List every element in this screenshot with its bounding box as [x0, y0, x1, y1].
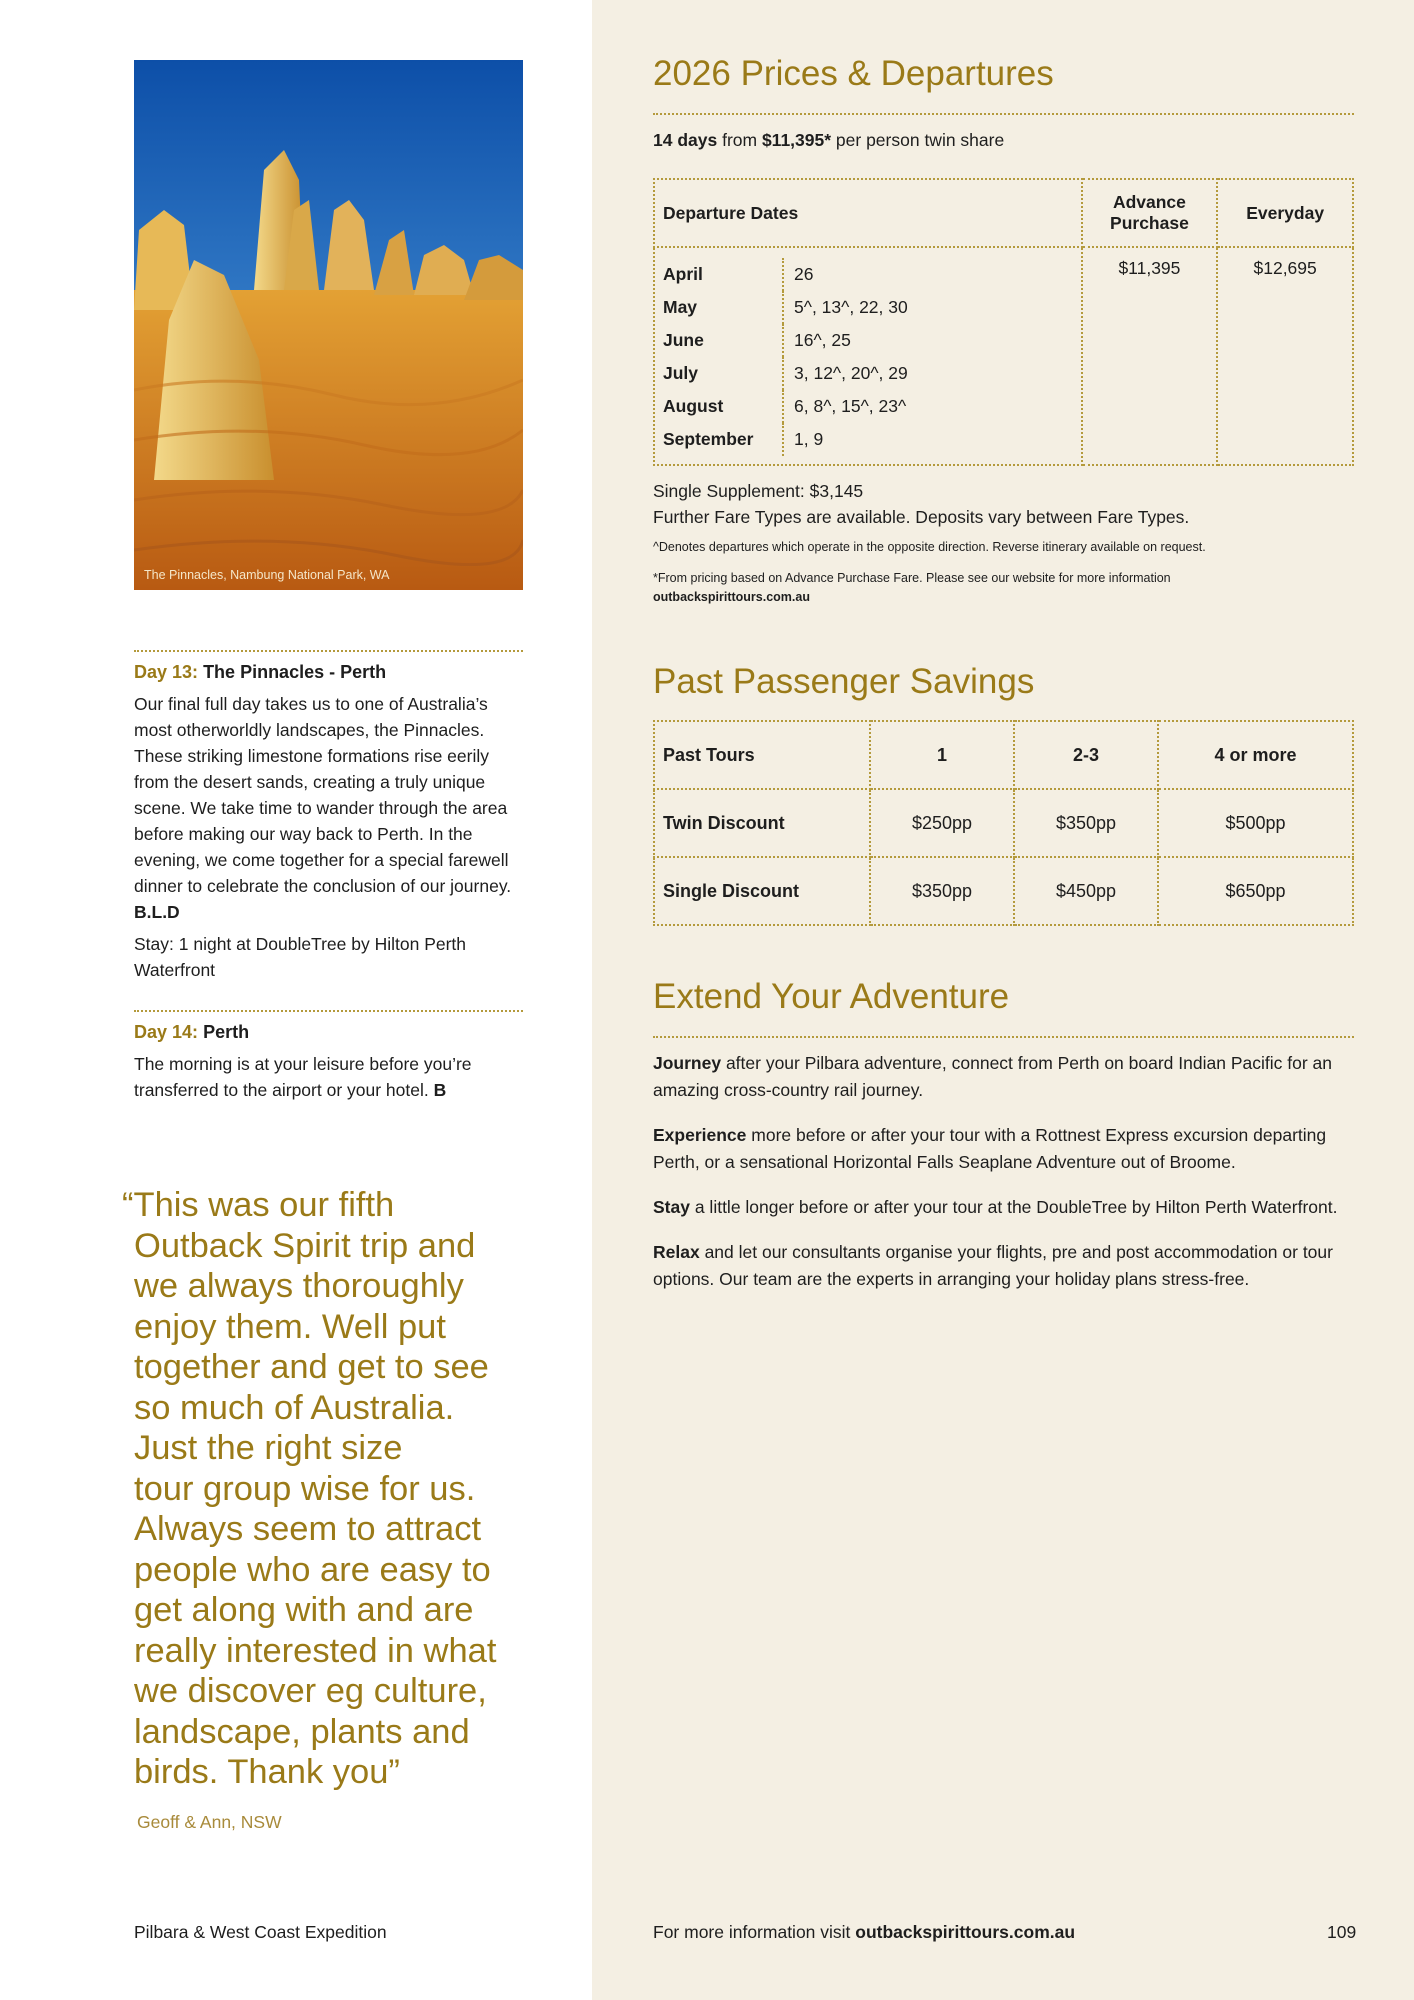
quote-line: landscape, plants and [134, 1712, 470, 1751]
table-row [655, 390, 1081, 423]
extend-heading: Extend Your Adventure [653, 977, 1010, 1016]
departure-dates-cell [654, 247, 1082, 465]
extend-item-text: and let our consultants organise your flights, pre and post accommodation or tour options. Our team are the experts in arranging your holiday plans stress-free. [653, 1242, 1333, 1289]
month: June [655, 324, 783, 357]
header-advance-purchase [1082, 179, 1218, 247]
prices-lead [653, 130, 1004, 151]
quote-line: tour group wise for us. [134, 1469, 476, 1508]
dates: 1, 9 [794, 429, 824, 449]
price-notes [653, 478, 1354, 607]
pricing-note-link[interactable]: outbackspirittours.com.au [653, 590, 810, 604]
day14-title: Perth [203, 1022, 250, 1042]
savings-heading: Past Passenger Savings [653, 662, 1035, 701]
divider [134, 1010, 523, 1012]
day14-label: Day 14: [134, 1022, 199, 1042]
day13-label: Day 13: [134, 662, 199, 682]
extend-item [653, 1122, 1354, 1176]
quote-line: we discover eg culture, [134, 1672, 487, 1710]
lead-rest: per person twin share [831, 130, 1005, 150]
prices-rule [653, 113, 1354, 115]
month: August [655, 390, 783, 423]
direction-note: ^Denotes departures which operate in the opposite direction. Reverse itinerary available on request. [653, 540, 1206, 554]
extend-item-lead: Stay [653, 1197, 690, 1217]
quote-line: together and get to see [134, 1348, 489, 1386]
extend-item-lead: Experience [653, 1125, 747, 1145]
extend-item [653, 1239, 1354, 1293]
prices-table [653, 178, 1354, 466]
quote-author: Geoff & Ann, NSW [137, 1812, 282, 1832]
duration: 14 days [653, 130, 718, 150]
fare-types-note: Further Fare Types are available. Deposits vary between Fare Types. [653, 507, 1190, 527]
footer-link[interactable]: outbackspirittours.com.au [855, 1922, 1076, 1942]
footer-info-text: For more information visit [653, 1922, 856, 1942]
footer-info [653, 1922, 1075, 1943]
divider [134, 650, 523, 652]
header-advance-line2: Purchase [1110, 213, 1189, 233]
header-everyday: Everyday [1217, 179, 1353, 247]
quote-line: Just the right size [134, 1429, 403, 1467]
month: September [655, 423, 783, 456]
month: May [655, 291, 783, 324]
quote-line: we always thoroughly [134, 1267, 464, 1305]
day14-body [134, 1051, 523, 1103]
extend-rule [653, 1036, 1354, 1038]
extend-item-text: a little longer before or after your tour at the DoubleTree by Hilton Perth Waterfront. [689, 1197, 1338, 1217]
extend-item-lead: Journey [653, 1053, 722, 1073]
header-col: 2-3 [1014, 721, 1158, 789]
extend-item [653, 1050, 1354, 1104]
dates: 3, 12^, 20^, 29 [794, 363, 908, 383]
pricing-note: *From pricing based on Advance Purchase Fare. Please see our website for more information [653, 571, 1171, 585]
header-past-tours: Past Tours [654, 721, 870, 789]
savings-table [653, 720, 1354, 926]
month: April [655, 258, 783, 291]
quote-line: get along with and are [134, 1591, 474, 1629]
dates: 26 [794, 264, 814, 284]
left-column [0, 0, 592, 2000]
day13-meals: B.L.D [134, 902, 180, 922]
table-row [654, 721, 1353, 789]
table-row [655, 324, 1081, 357]
header-advance-line1: Advance [1112, 192, 1186, 212]
day14-section [134, 1010, 523, 1103]
month: July [655, 357, 783, 390]
quote-line: people who are easy to [134, 1550, 491, 1589]
extend-item-text: more before or after your tour with a Rottnest Express excursion departing Perth, or a sensational Horizontal Falls Seaplane Adventure out of Broome. [653, 1125, 1327, 1172]
single-supplement: Single Supplement: $3,145 [653, 481, 864, 501]
cell-value: $450pp [1014, 857, 1158, 925]
footer-publication-title: Pilbara & West Coast Expedition [134, 1922, 387, 1942]
quote-line: Outback Spirit trip and [134, 1226, 476, 1265]
header-col: 4 or more [1158, 721, 1353, 789]
day13-title: The Pinnacles - Perth [203, 662, 387, 682]
header-col: 1 [870, 721, 1014, 789]
cell-value: $350pp [1014, 789, 1158, 857]
quote-line: “This was our fifth [122, 1186, 395, 1224]
advance-price: $11,395 [1082, 247, 1218, 465]
quote-line: enjoy them. Well put [134, 1307, 446, 1346]
row-label: Single Discount [654, 857, 870, 925]
extend-item-text: after your Pilbara adventure, connect from Perth on board Indian Pacific for an amazing cross-country rail journey. [653, 1053, 1332, 1100]
day13-text: Our final full day takes us to one of Australia’s most otherworldly landscapes, the Pinnacles. These striking limestone formations rise eerily from the desert sands, creating a truly unique scene. We take time to wander through the area before making our way back to Perth. In the evening, we come together for a special farewell dinner to celebrate the conclusion of our journey. [134, 694, 512, 896]
lead-from: from [717, 130, 762, 150]
pinnacles-illustration [134, 60, 523, 590]
cell-value: $650pp [1158, 857, 1353, 925]
day14-heading [134, 1022, 523, 1043]
everyday-price: $12,695 [1217, 247, 1353, 465]
dates: 5^, 13^, 22, 30 [794, 297, 908, 317]
table-row [655, 258, 1081, 291]
header-departure-dates: Departure Dates [654, 179, 1082, 247]
day13-body [134, 691, 523, 925]
day13-stay: Stay: 1 night at DoubleTree by Hilton Perth Waterfront [134, 934, 467, 980]
testimonial-quote [122, 1185, 562, 1793]
table-row [654, 857, 1353, 925]
photo-caption: The Pinnacles, Nambung National Park, WA [144, 568, 390, 582]
table-row [655, 423, 1081, 456]
prices-heading: 2026 Prices & Departures [653, 54, 1054, 93]
departure-dates-list [655, 258, 1081, 456]
quote-line: so much of Australia. [134, 1388, 455, 1427]
extend-list [653, 1050, 1354, 1311]
cell-value: $350pp [870, 857, 1014, 925]
quote-line: Always seem to attract [134, 1510, 482, 1548]
cell-value: $250pp [870, 789, 1014, 857]
dates: 16^, 25 [794, 330, 851, 350]
lead-price: $11,395* [761, 130, 832, 150]
pinnacles-photo [134, 60, 523, 590]
table-row [655, 357, 1081, 390]
quote-line: really interested in what [134, 1631, 497, 1670]
row-label: Twin Discount [654, 789, 870, 857]
table-row [654, 789, 1353, 857]
day13-heading [134, 662, 523, 683]
extend-item [653, 1194, 1354, 1221]
day14-text: The morning is at your leisure before you’re transferred to the airport or your hotel. [134, 1054, 472, 1100]
cell-value: $500pp [1158, 789, 1353, 857]
dates: 6, 8^, 15^, 23^ [794, 396, 907, 416]
page-number: 109 [1327, 1922, 1357, 1942]
day14-meals: B [433, 1080, 447, 1100]
extend-item-lead: Relax [653, 1242, 700, 1262]
quote-line: birds. Thank you” [134, 1753, 400, 1791]
table-row [655, 291, 1081, 324]
day13-section [134, 650, 523, 983]
